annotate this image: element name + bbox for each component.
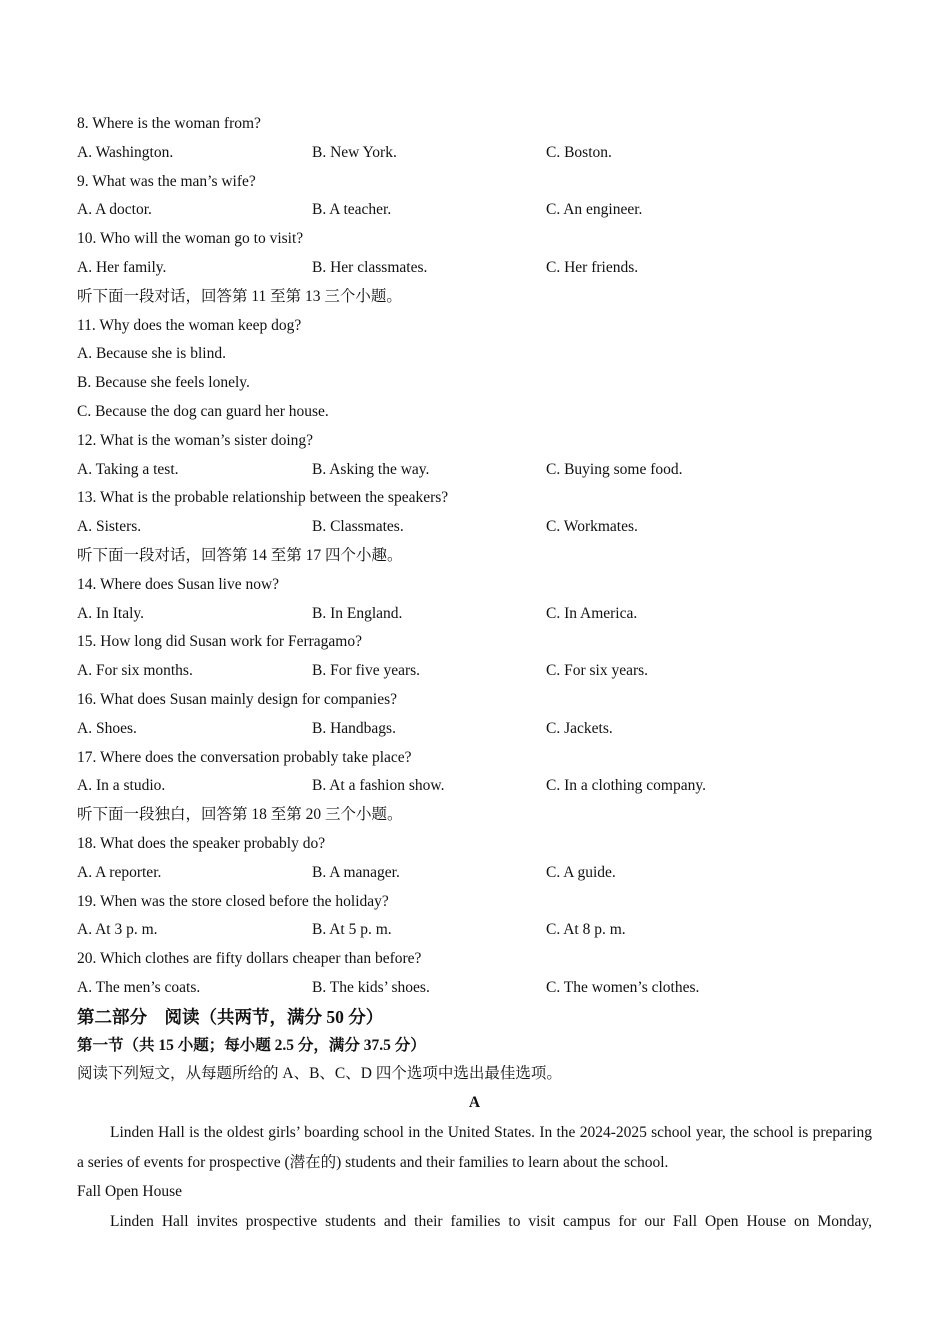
question-13: 13. What is the probable relationship between the speakers? bbox=[77, 489, 449, 507]
option-b: B. Asking the way. bbox=[312, 460, 430, 478]
question-20: 20. Which clothes are fifty dollars cheaper than before? bbox=[77, 950, 422, 968]
option-a: A. Washington. bbox=[77, 143, 174, 161]
section1-title: 第一节（共 15 小题；每小题 2.5 分，满分 37.5 分） bbox=[77, 1036, 426, 1054]
passage-paragraph-2: Linden Hall invites prospective students and their families to visit campus for our Fall Open House on Monday, bbox=[110, 1212, 872, 1230]
options-18 bbox=[77, 859, 872, 888]
options-15 bbox=[77, 657, 872, 686]
options-14 bbox=[77, 600, 872, 629]
option-c: C. Workmates. bbox=[546, 518, 638, 536]
question-17: 17. Where does the conversation probably take place? bbox=[77, 748, 412, 766]
passage-label: A bbox=[468, 1094, 481, 1112]
option-11-b: B. Because she feels lonely. bbox=[77, 374, 250, 392]
option-a: A. Taking a test. bbox=[77, 460, 179, 478]
option-a: A. Sisters. bbox=[77, 518, 142, 536]
question-9: 9. What was the man’s wife? bbox=[77, 172, 256, 190]
question-12: 12. What is the woman’s sister doing? bbox=[77, 431, 314, 449]
option-c: C. A guide. bbox=[546, 863, 616, 881]
instruction-18-20: 听下面一段独白，回答第 18 至第 20 三个小题。 bbox=[77, 806, 403, 824]
question-15: 15. How long did Susan work for Ferragamo? bbox=[77, 633, 362, 651]
options-19 bbox=[77, 916, 872, 945]
question-8: 8. Where is the woman from? bbox=[77, 115, 261, 132]
option-b: B. At a fashion show. bbox=[312, 777, 445, 795]
option-b: B. The kids’ shoes. bbox=[312, 978, 430, 996]
option-b: B. A manager. bbox=[312, 863, 400, 881]
option-c: C. For six years. bbox=[546, 662, 649, 680]
option-b: B. At 5 p. m. bbox=[312, 921, 392, 939]
option-11-c: C. Because the dog can guard her house. bbox=[77, 402, 329, 420]
question-18: 18. What does the speaker probably do? bbox=[77, 834, 326, 852]
options-9 bbox=[77, 196, 872, 225]
options-16 bbox=[77, 715, 872, 744]
option-b: B. For five years. bbox=[312, 662, 421, 680]
option-a: A. The men’s coats. bbox=[77, 978, 201, 996]
options-13 bbox=[77, 513, 872, 542]
subheading-fall-open-house: Fall Open House bbox=[77, 1182, 183, 1200]
option-b: B. Classmates. bbox=[312, 518, 404, 536]
options-10 bbox=[77, 254, 872, 283]
question-19: 19. When was the store closed before the holiday? bbox=[77, 892, 389, 910]
question-10: 10. Who will the woman go to visit? bbox=[77, 230, 304, 248]
option-a: A. At 3 p. m. bbox=[77, 921, 158, 939]
option-c: C. The women’s clothes. bbox=[546, 978, 700, 996]
options-8 bbox=[77, 139, 872, 168]
option-c: C. Jackets. bbox=[546, 719, 613, 737]
option-b: B. New York. bbox=[312, 143, 397, 161]
option-b: B. Handbags. bbox=[312, 719, 396, 737]
options-17 bbox=[77, 772, 872, 801]
option-a: A. Her family. bbox=[77, 258, 167, 276]
option-c: C. An engineer. bbox=[546, 201, 643, 219]
options-20 bbox=[77, 974, 872, 1003]
question-11: 11. Why does the woman keep dog? bbox=[77, 316, 302, 334]
option-c: C. Her friends. bbox=[546, 258, 639, 276]
option-c: C. In America. bbox=[546, 604, 638, 622]
option-a: A. A reporter. bbox=[77, 863, 162, 881]
question-16: 16. What does Susan mainly design for companies? bbox=[77, 690, 397, 708]
page-content bbox=[77, 110, 872, 1237]
option-b: B. Her classmates. bbox=[312, 258, 428, 276]
option-a: A. In Italy. bbox=[77, 604, 145, 622]
passage-paragraph-1: Linden Hall is the oldest girls’ boarding school in the United States. In the 2024-2025 school year, the school is preparing a series of events for prospective (潜在的) students and their families to learn about the school. bbox=[77, 1123, 872, 1171]
instruction-14-17: 听下面一段对话，回答第 14 至第 17 四个小趣。 bbox=[77, 546, 403, 564]
reading-instruction: 阅读下列短文，从每题所给的 A、B、C、D 四个选项中选出最佳选项。 bbox=[77, 1065, 562, 1083]
option-b: B. A teacher. bbox=[312, 201, 392, 219]
option-11-a: A. Because she is blind. bbox=[77, 345, 226, 363]
instruction-11-13: 听下面一段对话，回答第 11 至第 13 三个小题。 bbox=[77, 287, 402, 305]
option-b: B. In England. bbox=[312, 604, 403, 622]
option-a: A. In a studio. bbox=[77, 777, 166, 795]
question-14: 14. Where does Susan live now? bbox=[77, 575, 280, 593]
option-a: A. A doctor. bbox=[77, 201, 152, 219]
option-c: C. In a clothing company. bbox=[546, 777, 706, 795]
part2-title: 第二部分 阅读（共两节，满分 50 分） bbox=[77, 1006, 384, 1027]
option-a: A. For six months. bbox=[77, 662, 193, 680]
options-12 bbox=[77, 456, 872, 485]
option-c: C. Buying some food. bbox=[546, 460, 683, 478]
option-c: C. At 8 p. m. bbox=[546, 921, 626, 939]
option-c: C. Boston. bbox=[546, 143, 612, 161]
option-a: A. Shoes. bbox=[77, 719, 137, 737]
